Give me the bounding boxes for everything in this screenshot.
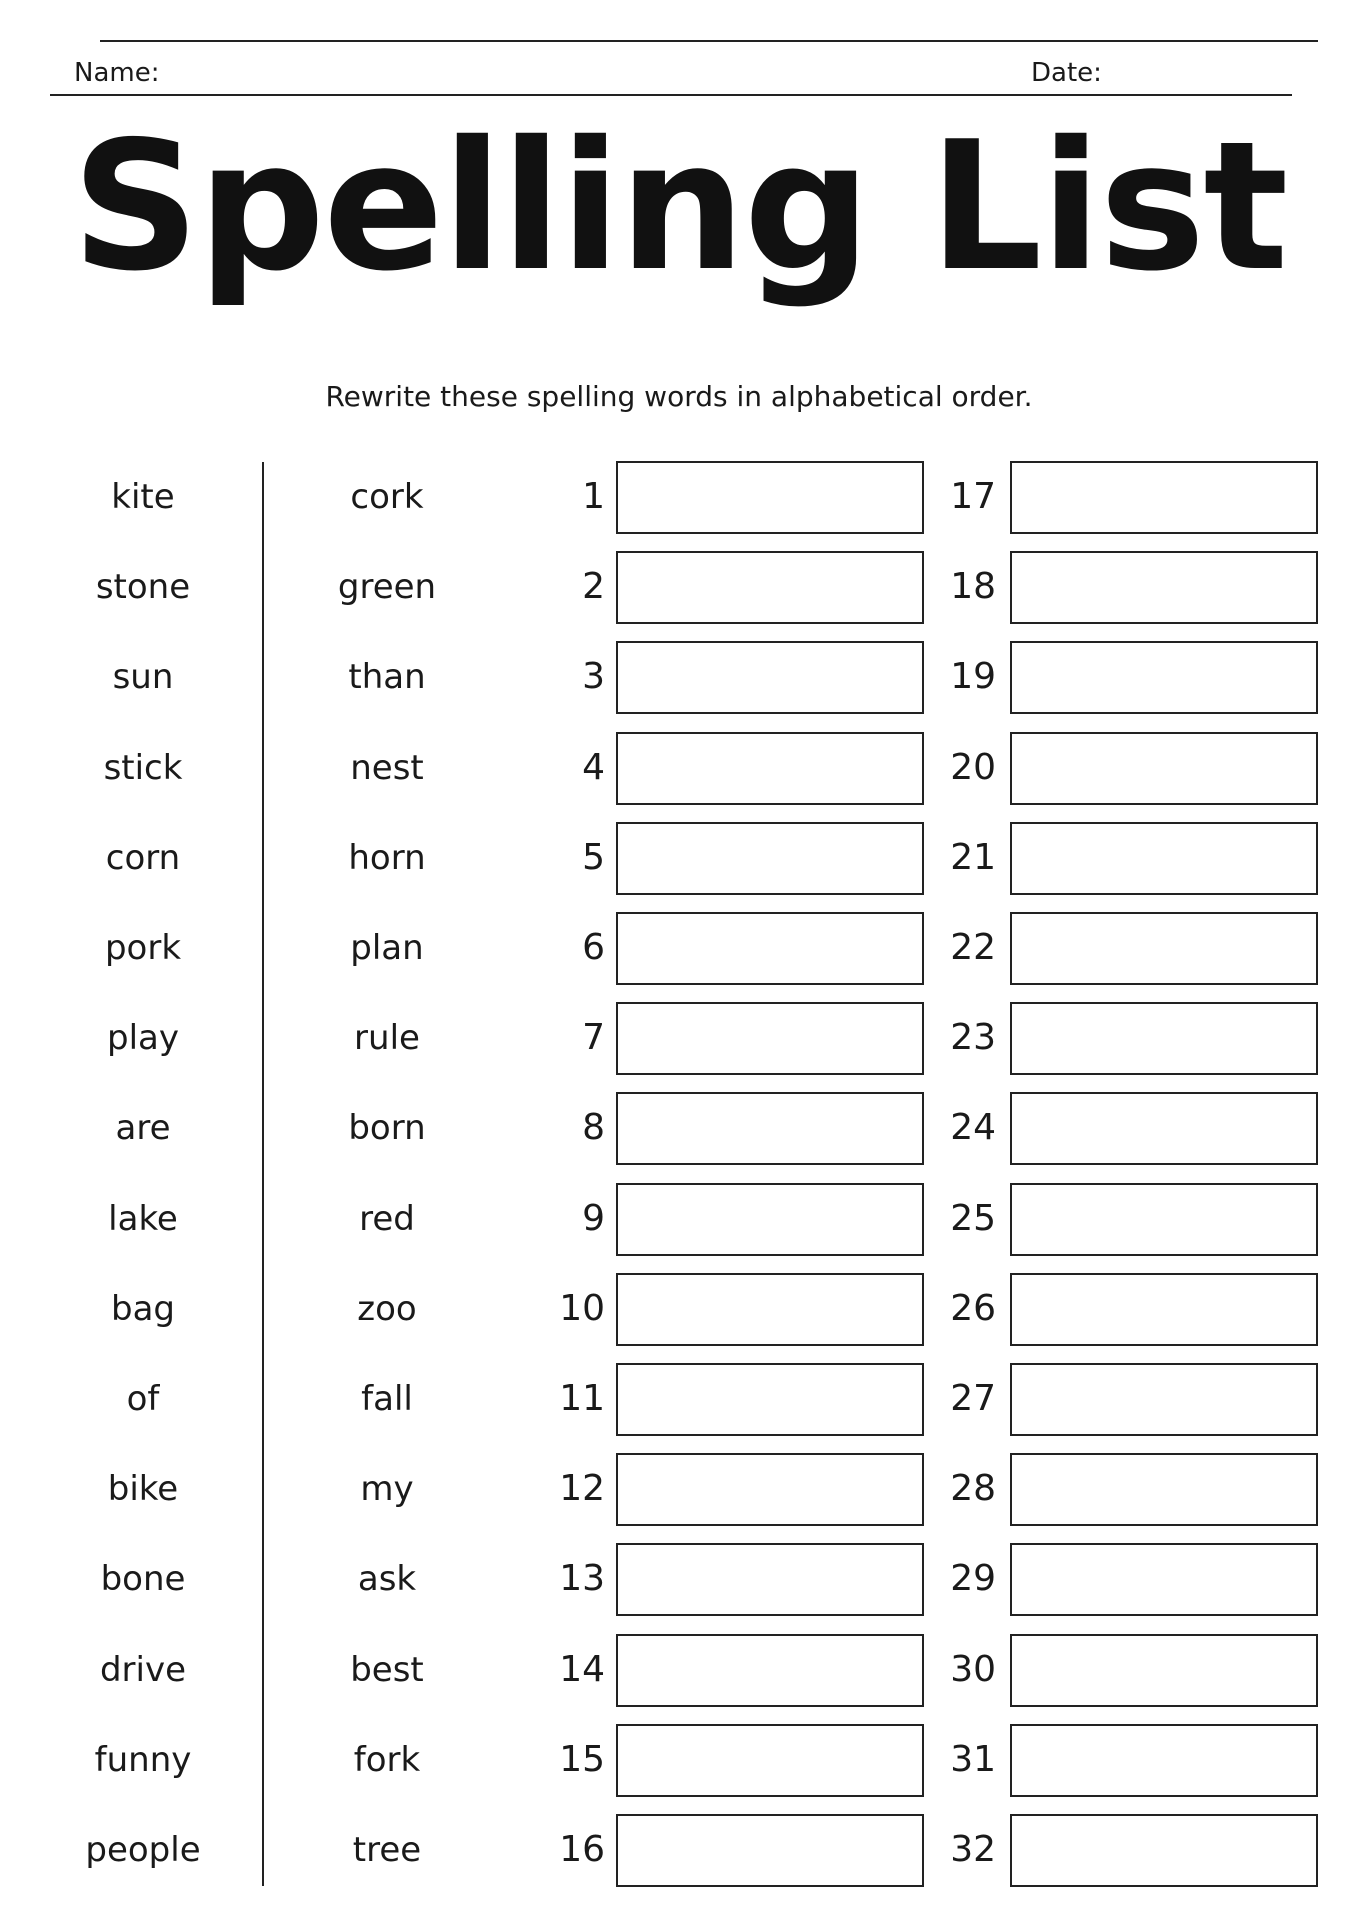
answer-number: 15 xyxy=(559,1739,605,1780)
word-list-item: stone xyxy=(95,567,191,607)
word-list-item: best xyxy=(350,1650,424,1690)
answer-box[interactable] xyxy=(1010,461,1318,534)
column-divider xyxy=(262,462,264,1886)
word-list-item: fork xyxy=(353,1740,421,1780)
answer-box[interactable] xyxy=(1010,732,1318,805)
answer-box[interactable] xyxy=(616,1453,924,1526)
date-field[interactable] xyxy=(1102,54,1282,92)
answer-number: 23 xyxy=(950,1017,996,1058)
answer-number: 9 xyxy=(582,1198,605,1239)
answer-box[interactable] xyxy=(1010,912,1318,985)
answer-box[interactable] xyxy=(1010,822,1318,895)
word-list-item: are xyxy=(115,1108,171,1148)
answer-number: 12 xyxy=(559,1468,605,1509)
answer-box[interactable] xyxy=(616,551,924,624)
word-list-item: born xyxy=(348,1108,426,1148)
answer-box[interactable] xyxy=(616,1634,924,1707)
word-list-item: drive xyxy=(99,1650,187,1690)
answer-number: 8 xyxy=(582,1107,605,1148)
word-list-item: plan xyxy=(350,928,424,968)
answer-number: 4 xyxy=(582,747,605,788)
page-title: Spelling List xyxy=(71,103,1287,310)
date-label: Date: xyxy=(1031,58,1102,88)
answer-number: 31 xyxy=(950,1739,996,1780)
answer-number: 17 xyxy=(950,476,996,517)
word-list-item: cork xyxy=(350,477,424,517)
answer-box[interactable] xyxy=(1010,1273,1318,1346)
word-list-item: funny xyxy=(94,1740,192,1780)
word-list-item: sun xyxy=(112,657,174,697)
word-list-item: pork xyxy=(104,928,182,968)
word-list-item: nest xyxy=(350,748,424,788)
answer-box[interactable] xyxy=(616,732,924,805)
word-list-item: bag xyxy=(111,1289,175,1329)
answer-box[interactable] xyxy=(1010,1634,1318,1707)
word-list-item: rule xyxy=(354,1018,420,1058)
answer-box[interactable] xyxy=(616,1543,924,1616)
answer-box[interactable] xyxy=(1010,1543,1318,1616)
word-list-item: zoo xyxy=(357,1289,417,1329)
answer-number: 22 xyxy=(950,927,996,968)
answer-number: 27 xyxy=(950,1378,996,1419)
word-list-item: people xyxy=(85,1830,201,1870)
word-list-item: ask xyxy=(357,1559,417,1599)
answer-number: 20 xyxy=(950,747,996,788)
answer-box[interactable] xyxy=(1010,1002,1318,1075)
answer-number: 7 xyxy=(582,1017,605,1058)
word-list-item: tree xyxy=(352,1830,422,1870)
answer-box[interactable] xyxy=(616,1273,924,1346)
header-bottom-line xyxy=(50,94,1292,96)
word-list-item: my xyxy=(360,1469,414,1509)
word-list-item: stick xyxy=(103,748,183,788)
answer-number: 25 xyxy=(950,1198,996,1239)
header-top-line xyxy=(100,40,1318,42)
word-list-item: corn xyxy=(105,838,181,878)
word-list-item: bike xyxy=(107,1469,179,1509)
word-list-item: kite xyxy=(111,477,175,517)
answer-number: 16 xyxy=(559,1829,605,1870)
answer-number: 21 xyxy=(950,837,996,878)
answer-box[interactable] xyxy=(616,1724,924,1797)
answer-box[interactable] xyxy=(616,1363,924,1436)
word-list-item: bone xyxy=(100,1559,186,1599)
answer-box[interactable] xyxy=(616,912,924,985)
word-list-item: red xyxy=(359,1199,415,1239)
name-label: Name: xyxy=(74,58,160,88)
word-list-item: than xyxy=(348,657,426,697)
answer-number: 19 xyxy=(950,656,996,697)
answer-box[interactable] xyxy=(1010,1724,1318,1797)
word-list-item: play xyxy=(107,1018,179,1058)
answer-number: 13 xyxy=(559,1558,605,1599)
answer-number: 11 xyxy=(559,1378,605,1419)
answer-box[interactable] xyxy=(616,641,924,714)
answer-box[interactable] xyxy=(1010,1092,1318,1165)
answer-number: 14 xyxy=(559,1649,605,1690)
answer-number: 6 xyxy=(582,927,605,968)
answer-number: 18 xyxy=(950,566,996,607)
word-list-item: of xyxy=(126,1379,160,1419)
answer-number: 29 xyxy=(950,1558,996,1599)
answer-number: 32 xyxy=(950,1829,996,1870)
answer-box[interactable] xyxy=(616,1092,924,1165)
word-list-item: fall xyxy=(361,1379,413,1419)
answer-number: 1 xyxy=(582,476,605,517)
instructions: Rewrite these spelling words in alphabetical order. xyxy=(325,380,1033,413)
answer-box[interactable] xyxy=(616,822,924,895)
answer-box[interactable] xyxy=(1010,551,1318,624)
answer-number: 30 xyxy=(950,1649,996,1690)
answer-number: 28 xyxy=(950,1468,996,1509)
answer-number: 26 xyxy=(950,1288,996,1329)
answer-box[interactable] xyxy=(1010,641,1318,714)
answer-box[interactable] xyxy=(616,1002,924,1075)
answer-box[interactable] xyxy=(1010,1363,1318,1436)
answer-box[interactable] xyxy=(1010,1814,1318,1887)
word-list-item: lake xyxy=(108,1199,178,1239)
answer-number: 2 xyxy=(582,566,605,607)
answer-box[interactable] xyxy=(1010,1183,1318,1256)
answer-number: 3 xyxy=(582,656,605,697)
word-list-item: green xyxy=(337,567,437,607)
answer-number: 10 xyxy=(559,1288,605,1329)
answer-box[interactable] xyxy=(1010,1453,1318,1526)
answer-box[interactable] xyxy=(616,1183,924,1256)
answer-number: 5 xyxy=(582,837,605,878)
word-list-item: horn xyxy=(348,838,426,878)
name-field[interactable] xyxy=(150,54,970,92)
answer-number: 24 xyxy=(950,1107,996,1148)
answer-box[interactable] xyxy=(616,461,924,534)
answer-box[interactable] xyxy=(616,1814,924,1887)
